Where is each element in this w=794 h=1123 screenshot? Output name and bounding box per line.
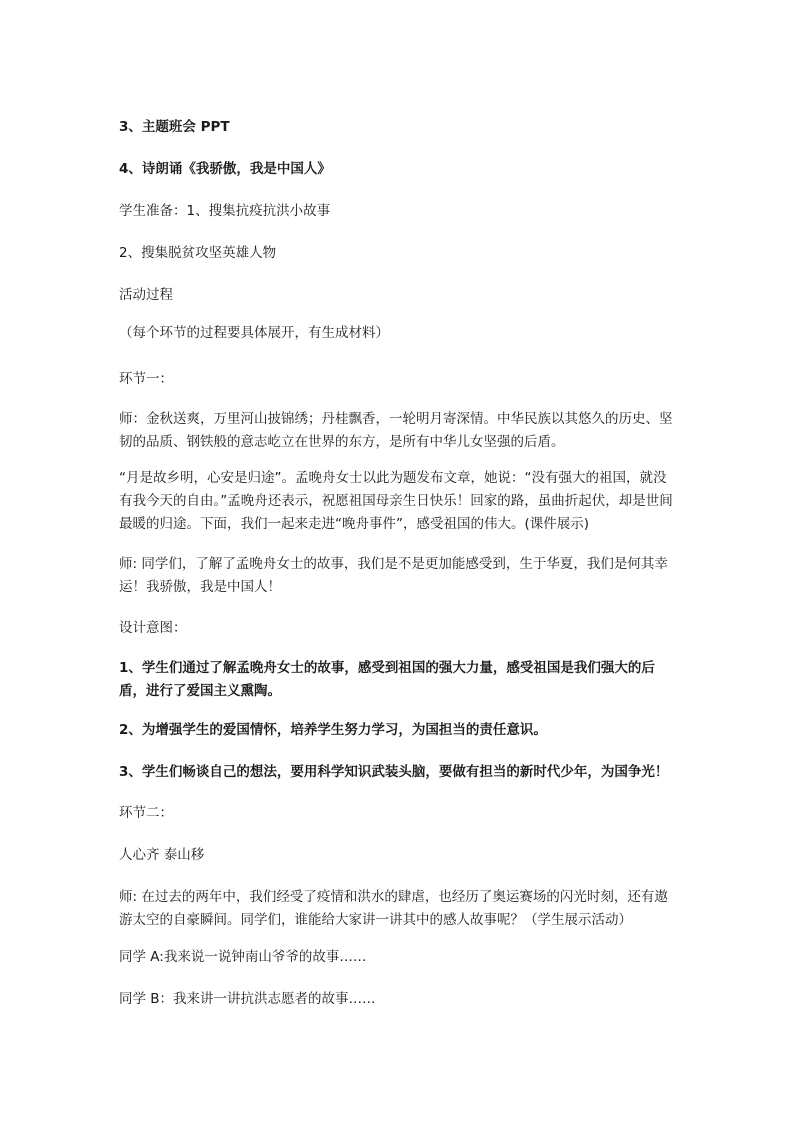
part-two-subtitle: 人心齐 泰山移 <box>119 847 205 863</box>
teacher-summary-paragraph: 师: 同学们，了解了孟晚舟女士的故事，我们是不是更加能感受到，生于华夏，我们是何其幸运！我骄傲，我是中国人！ <box>119 556 668 595</box>
design-intent-item-2: 2、为增强学生的爱国情怀，培养学生努力学习，为国担当的责任意识。 <box>119 722 547 738</box>
section-heading-activity-process: 活动过程 <box>119 287 173 303</box>
section-heading-part-one: 环节一： <box>119 371 173 387</box>
design-intent-item-1: 1、学生们通过了解孟晚舟女士的故事，感受到祖国的强大力量，感受祖国是我们强大的后盾，进行了爱国主义熏陶。 <box>119 660 655 699</box>
process-note: （每个环节的过程要具体展开，有生成材料） <box>119 325 389 341</box>
meng-wanzhou-paragraph: “月是故乡明，心安是归途”。孟晚舟女士以此为题发布文章，她说：“没有强大的祖国，就没有我今天的自由。”孟晚舟还表示，祝愿祖国母亲生日快乐！回家的路，虽曲折起伏，却是世间最暖的归途。下面，我们一起来走进“晚舟事件”，感受祖国的伟大。(课件展示) <box>119 470 673 532</box>
student-b-line: 同学 B：我来讲一讲抗洪志愿者的故事…… <box>119 991 376 1007</box>
design-intent-item-3: 3、学生们畅谈自己的想法，要用科学知识武装头脑，要做有担当的新时代少年，为国争光！ <box>119 764 669 780</box>
student-preparation-1: 学生准备：1、搜集抗疫抗洪小故事 <box>119 203 331 219</box>
material-item-poem: 4、诗朗诵《我骄傲，我是中国人》 <box>119 161 331 177</box>
student-a-line: 同学 A:我来说一说钟南山爷爷的故事…… <box>119 949 367 965</box>
material-item-ppt: 3、主题班会 PPT <box>119 119 230 135</box>
section-heading-part-two: 环节二： <box>119 805 173 821</box>
teacher-intro-paragraph: 师：金秋送爽，万里河山披锦绣；丹桂飘香，一轮明月寄深情。中华民族以其悠久的历史、坚韧的品质、钢铁般的意志屹立在世界的东方，是所有中华儿女坚强的后盾。 <box>119 411 673 450</box>
student-preparation-2: 2、搜集脱贫攻坚英雄人物 <box>119 245 277 261</box>
section-heading-design-intent: 设计意图： <box>119 620 187 636</box>
teacher-question-paragraph: 师: 在过去的两年中，我们经受了疫情和洪水的肆虐，也经历了奥运赛场的闪光时刻，还有遨游太空的自豪瞬间。同学们，谁能给大家讲一讲其中的感人故事呢？（学生展示活动） <box>119 889 668 928</box>
